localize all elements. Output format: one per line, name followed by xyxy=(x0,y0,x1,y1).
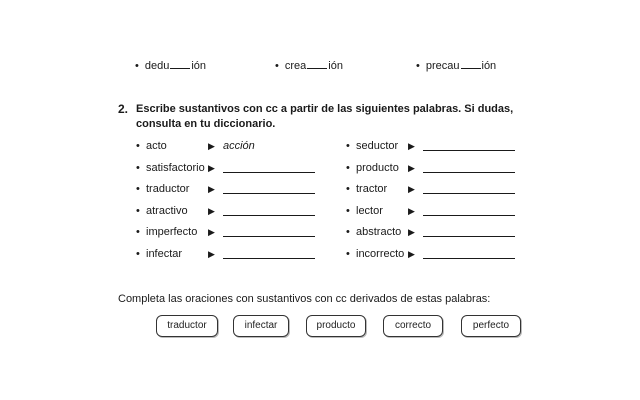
word-suffix: ión xyxy=(328,60,343,72)
word-label: acto xyxy=(146,140,167,152)
word-prefix: dedu xyxy=(144,60,170,72)
word-box-correcto: correcto xyxy=(383,315,443,337)
bullet: • xyxy=(136,183,140,195)
word-item-satisfactorio xyxy=(136,161,205,175)
arrow-icon: ▶ xyxy=(208,249,215,259)
word-box-producto: producto xyxy=(306,315,366,337)
word-item-imperfecto xyxy=(136,225,197,239)
word-item-incorrecto xyxy=(346,247,404,261)
answer-line[interactable] xyxy=(423,172,515,173)
word-prefix: precau xyxy=(425,60,460,72)
word-box-traductor: traductor xyxy=(156,315,218,337)
blank-line[interactable] xyxy=(170,59,190,69)
bullet: • xyxy=(136,162,140,174)
answer-line[interactable] xyxy=(423,215,515,216)
arrow-icon: ▶ xyxy=(208,227,215,237)
exercise-number: 2. xyxy=(118,102,129,116)
arrow-icon: ▶ xyxy=(408,249,415,259)
word-item-traductor xyxy=(136,182,189,196)
instruction-line-2: consulta en tu diccionario. xyxy=(136,118,276,130)
bullet: • xyxy=(346,205,350,217)
word-label: atractivo xyxy=(146,205,188,217)
arrow-icon: ▶ xyxy=(208,206,215,216)
word-label: abstracto xyxy=(356,226,402,238)
word-label: tractor xyxy=(356,183,388,195)
bullet: • xyxy=(416,60,420,72)
answer-line[interactable] xyxy=(223,236,315,237)
answer-line[interactable] xyxy=(423,258,515,259)
answer-line[interactable] xyxy=(223,215,315,216)
word-prefix: crea xyxy=(284,60,307,72)
word-label: infectar xyxy=(146,248,183,260)
word-item-atractivo xyxy=(136,204,188,218)
bullet: • xyxy=(346,226,350,238)
word-label: lector xyxy=(356,205,383,217)
answer-line[interactable] xyxy=(423,236,515,237)
word-item-producto xyxy=(346,161,399,175)
word-item-infectar xyxy=(136,247,182,261)
answer-text: acción xyxy=(223,140,255,152)
bullet: • xyxy=(136,140,140,152)
bullet: • xyxy=(135,60,139,72)
arrow-icon: ▶ xyxy=(408,163,415,173)
bullet: • xyxy=(346,248,350,260)
word-label: satisfactorio xyxy=(146,162,205,174)
bullet: • xyxy=(136,205,140,217)
word-label: incorrecto xyxy=(356,248,405,260)
answer-line[interactable] xyxy=(223,172,315,173)
blank-line[interactable] xyxy=(307,59,327,69)
bullet: • xyxy=(346,140,350,152)
bullet: • xyxy=(346,162,350,174)
word-box-perfecto: perfecto xyxy=(461,315,521,337)
arrow-icon: ▶ xyxy=(408,206,415,216)
word-suffix: ión xyxy=(481,60,497,72)
answer-line[interactable] xyxy=(423,150,515,151)
arrow-icon: ▶ xyxy=(208,163,215,173)
bullet: • xyxy=(136,226,140,238)
answer-line[interactable] xyxy=(223,193,315,194)
bullet: • xyxy=(136,248,140,260)
word-item-tractor xyxy=(346,182,387,196)
word-item-acto xyxy=(136,139,167,153)
fill-item-precaucion xyxy=(416,59,496,72)
arrow-icon: ▶ xyxy=(208,184,215,194)
fill-item-creacion xyxy=(275,59,343,72)
exercise-prompt: Completa las oraciones con sustantivos con cc derivados de estas palabras: xyxy=(118,293,491,305)
exercise-instruction xyxy=(136,102,516,132)
word-label: producto xyxy=(356,162,399,174)
bullet: • xyxy=(346,183,350,195)
answer-line[interactable] xyxy=(223,258,315,259)
word-item-seductor xyxy=(346,139,398,153)
word-label: traductor xyxy=(146,183,190,195)
arrow-icon: ▶ xyxy=(208,141,215,151)
fill-item-deduccion xyxy=(135,59,206,72)
arrow-icon: ▶ xyxy=(408,184,415,194)
blank-line[interactable] xyxy=(461,59,481,69)
word-label: seductor xyxy=(356,140,399,152)
arrow-icon: ▶ xyxy=(408,141,415,151)
instruction-line-1: Escribe sustantivos con cc a partir de las siguientes palabras. Si dudas, xyxy=(136,103,514,115)
word-box-infectar: infectar xyxy=(233,315,289,337)
word-item-abstracto xyxy=(346,225,401,239)
bullet: • xyxy=(275,60,279,72)
word-item-lector xyxy=(346,204,383,218)
word-suffix: ión xyxy=(191,60,207,72)
arrow-icon: ▶ xyxy=(408,227,415,237)
word-label: imperfecto xyxy=(146,226,198,238)
answer-line[interactable] xyxy=(423,193,515,194)
